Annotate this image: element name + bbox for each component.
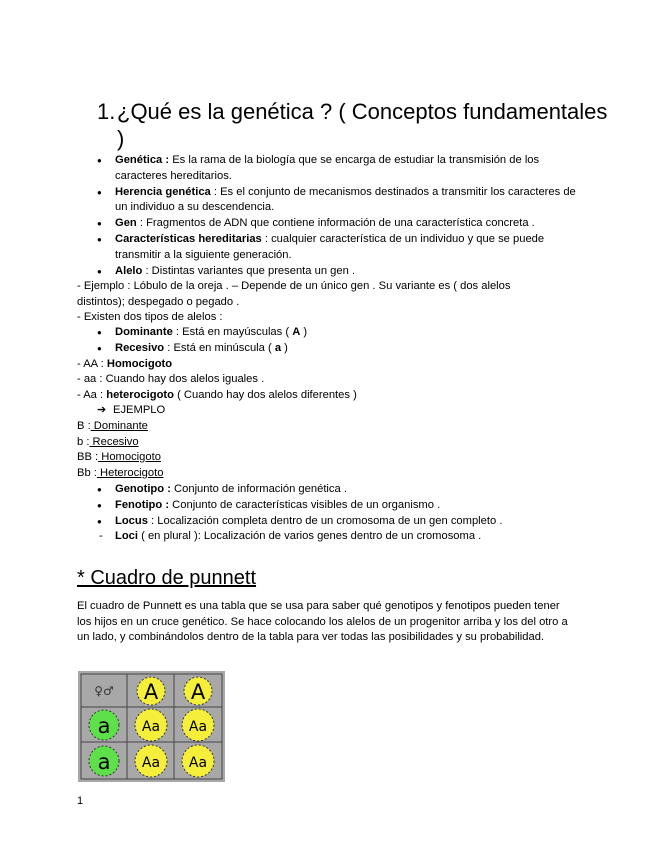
svg-text:Aa: Aa xyxy=(141,719,161,735)
genotype-line-Aa: - Aa : heterocigoto ( Cuando hay dos alelos diferentes ) xyxy=(77,389,357,401)
definitions-list xyxy=(97,482,577,545)
svg-text:Aa: Aa xyxy=(188,719,208,735)
concepts-list xyxy=(97,153,577,279)
side-allele-a2 xyxy=(89,746,119,776)
allele-types-list xyxy=(97,325,577,357)
heading-title: ¿Qué es la genética ? ( Conceptos fundamentales ) xyxy=(117,99,608,151)
svg-text:Aa: Aa xyxy=(188,755,208,771)
corner-symbols: ♀♂ xyxy=(94,684,114,698)
example-item: Bb : Heterocigoto xyxy=(77,467,164,479)
list-item: ● Locus : Localización completa dentro de un cromosoma de un gen completo . xyxy=(97,514,577,530)
list-item: ● Alelo : Distintas variantes que presenta un gen . xyxy=(97,264,577,280)
offspring-cell xyxy=(135,709,167,741)
top-allele-A2 xyxy=(184,677,212,705)
offspring-cell xyxy=(182,709,214,741)
list-item: ● Genética : Es la rama de la biología que se encarga de estudiar la transmisión de los caracteres hereditarios. xyxy=(97,153,577,185)
example-label: ➔ EJEMPLO xyxy=(97,403,165,419)
section-heading-1 xyxy=(97,98,617,152)
list-item: ● Dominante : Está en mayúsculas ( A ) xyxy=(97,325,577,341)
example-item: B : Dominante xyxy=(77,420,148,432)
offspring-cell xyxy=(135,745,167,777)
svg-text:A: A xyxy=(190,680,206,704)
top-allele-A1 xyxy=(137,677,165,705)
heading-number: 1. xyxy=(97,99,116,124)
svg-text:A: A xyxy=(143,680,159,704)
genotype-line-aa: - aa : Cuando hay dos alelos iguales . xyxy=(77,373,265,385)
example-line: - Ejemplo : Lóbulo de la oreja . – Depende de un único gen . Su variante es ( dos alelos distintos); despegado o pegado . xyxy=(77,280,511,308)
svg-text:a: a xyxy=(97,750,111,774)
list-item: ● Gen : Fragmentos de ADN que contiene información de una característica concreta . xyxy=(97,216,577,232)
arrow-icon: ➔ xyxy=(97,404,107,416)
example-item: b : Recesivo xyxy=(77,436,139,448)
section-heading-2: * Cuadro de punnett xyxy=(77,567,257,589)
list-item: ● Genotipo : Conjunto de información genética . xyxy=(97,482,577,498)
list-item: ● Herencia genética : Es el conjunto de mecanismos destinados a transmitir los caracteres de un individuo a su descendencia. xyxy=(97,185,577,217)
punnett-paragraph: El cuadro de Punnett es una tabla que se usa para saber qué genotipos y fenotipos pueden tener los hijos en un cruce genético. Se hace colocando los alelos de un progenitor arriba y los del otro a un lado, y combinándolos dentro de la tabla para ver todas las posibilidades y su probabilidad. xyxy=(77,600,568,644)
punnett-square-image xyxy=(78,671,225,782)
example-item: BB : Homocigoto xyxy=(77,451,161,463)
list-item: ● Características hereditarias : cualquier característica de un individuo y que se puede transmitir a la siguiente generación. xyxy=(97,232,577,264)
list-item: - Loci ( en plural ): Localización de varios genes dentro de un cromosoma . xyxy=(97,529,577,545)
side-allele-a1 xyxy=(89,710,119,740)
types-intro: - Existen dos tipos de alelos : xyxy=(77,311,223,323)
page-number: 1 xyxy=(77,795,84,807)
genotype-line-AA: - AA : Homocigoto xyxy=(77,358,173,370)
list-item: ● Recesivo : Está en minúscula ( a ) xyxy=(97,341,577,357)
offspring-cell xyxy=(182,745,214,777)
svg-text:a: a xyxy=(97,714,111,738)
svg-text:Aa: Aa xyxy=(141,755,161,771)
list-item: ● Fenotipo : Conjunto de características visibles de un organismo . xyxy=(97,498,577,514)
